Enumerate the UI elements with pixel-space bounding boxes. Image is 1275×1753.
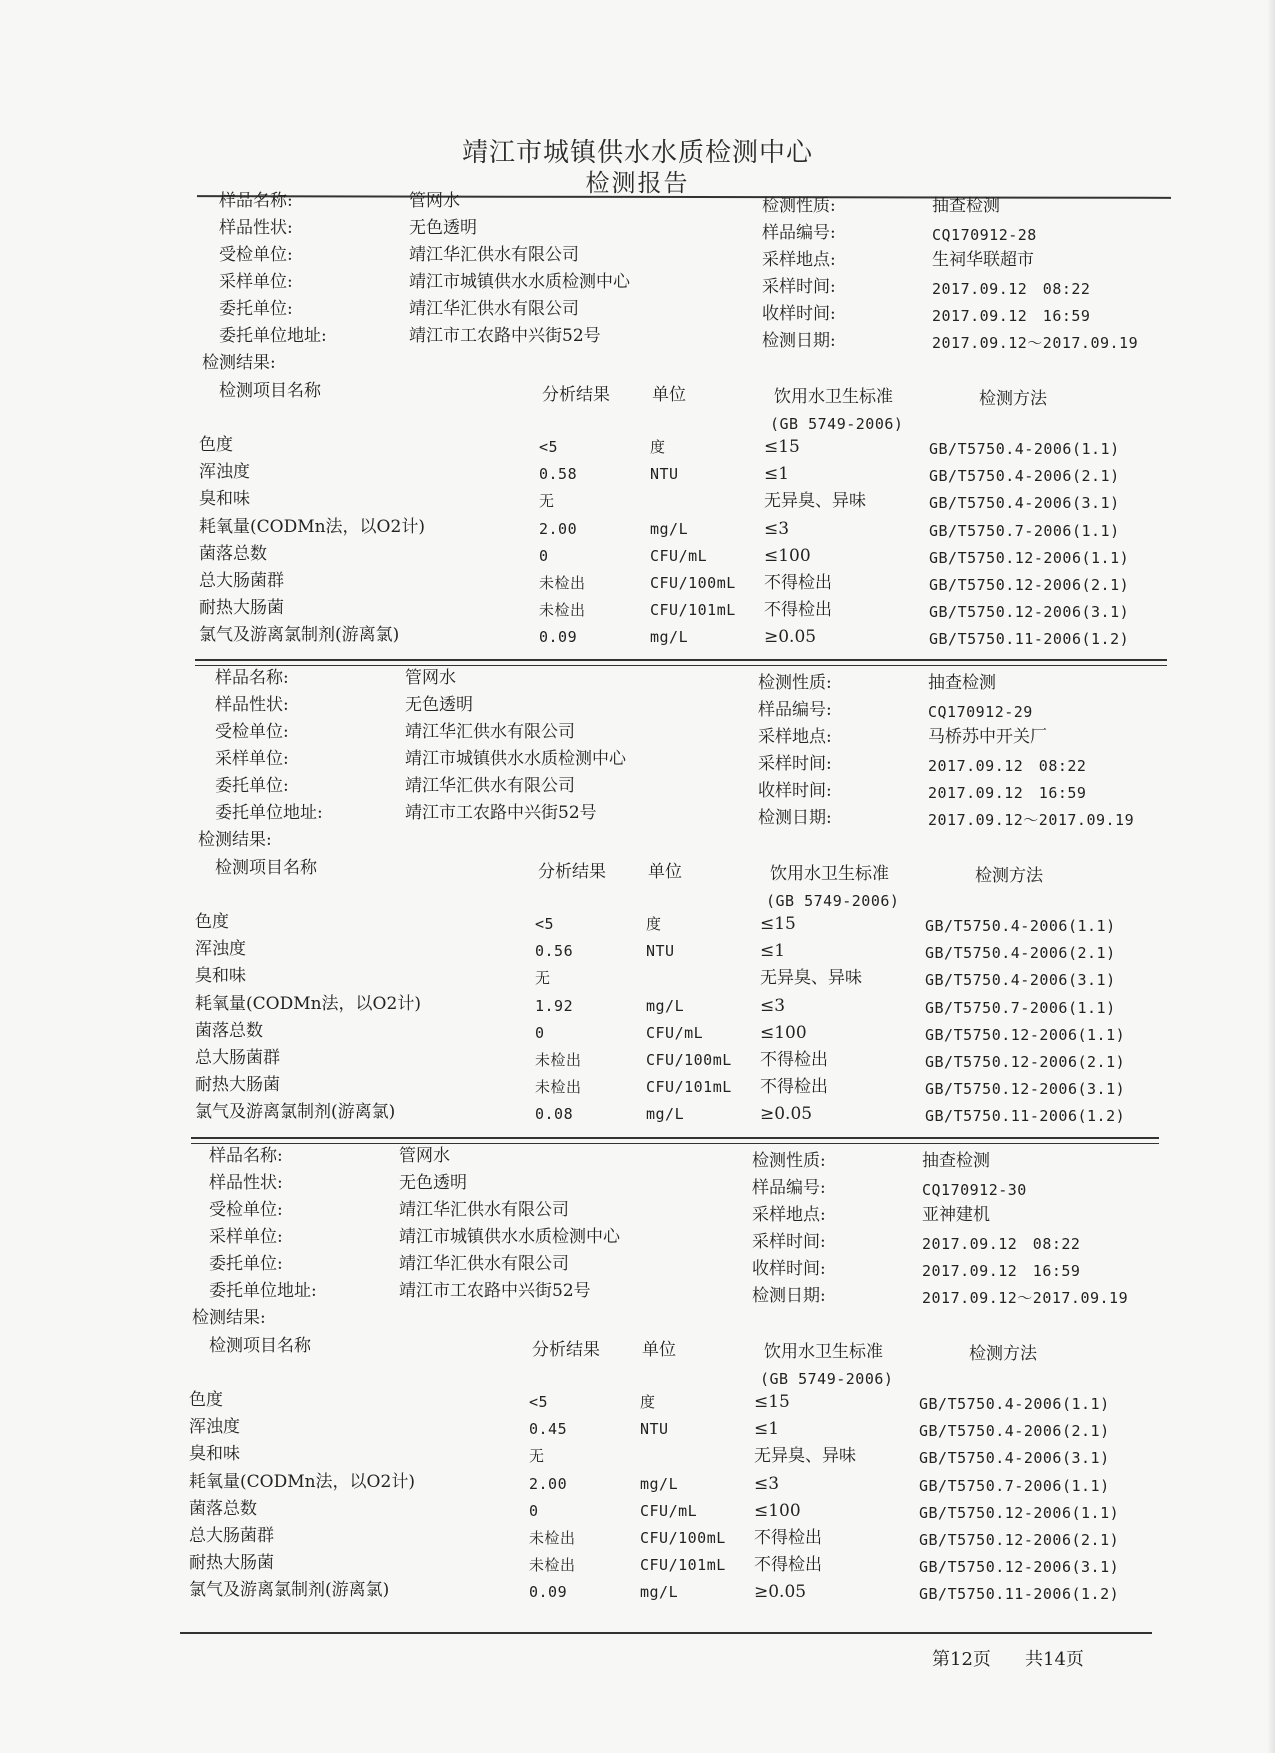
value-sampling-unit: 靖江市城镇供水水质检测中心 bbox=[399, 1227, 620, 1247]
result-method: GB/T5750.4-2006(2.1) bbox=[919, 1422, 1110, 1441]
results-heading: 检测结果: bbox=[192, 1308, 266, 1328]
value-client-unit: 靖江华汇供水有限公司 bbox=[409, 299, 579, 319]
label-sampling-unit: 采样单位: bbox=[209, 1227, 283, 1247]
result-item: 耐热大肠菌 bbox=[189, 1553, 274, 1574]
result-row bbox=[0, 1102, 1275, 1129]
value-receive-time: 2017.09.12 16:59 bbox=[932, 307, 1091, 325]
result-row bbox=[4, 544, 1275, 571]
label-sample-no: 样品编号: bbox=[762, 223, 836, 243]
result-method: GB/T5750.12-2006(2.1) bbox=[929, 576, 1130, 594]
result-method: GB/T5750.12-2006(1.1) bbox=[919, 1503, 1120, 1522]
result-standard: ≤15 bbox=[754, 1392, 790, 1412]
value-nature: 抽查检测 bbox=[932, 196, 1000, 216]
block-divider-thin bbox=[195, 665, 1167, 666]
result-method: GB/T5750.12-2006(3.1) bbox=[919, 1558, 1120, 1577]
result-value: 未检出 bbox=[539, 601, 586, 620]
result-method: GB/T5750.11-2006(1.2) bbox=[925, 1107, 1126, 1126]
label-receive-time: 收样时间: bbox=[752, 1259, 826, 1279]
label-inspected-unit: 受检单位: bbox=[209, 1200, 283, 1220]
value-sampling-time: 2017.09.12 08:22 bbox=[932, 280, 1091, 298]
col-unit-header: 单位 bbox=[648, 862, 682, 882]
result-row bbox=[0, 1390, 1269, 1417]
result-row bbox=[0, 1526, 1269, 1553]
col-unit-header: 单位 bbox=[642, 1340, 676, 1360]
col-result-header: 分析结果 bbox=[542, 385, 610, 405]
result-value: 2.00 bbox=[539, 519, 578, 538]
value-test-date: 2017.09.12～2017.09.19 bbox=[928, 811, 1135, 829]
result-value: 0.09 bbox=[529, 1583, 568, 1602]
result-value: 0 bbox=[539, 546, 549, 565]
value-sampling-time: 2017.09.12 08:22 bbox=[922, 1235, 1081, 1253]
result-unit: mg/L bbox=[646, 996, 685, 1015]
result-unit: NTU bbox=[646, 942, 675, 961]
value-inspected-unit: 靖江华汇供水有限公司 bbox=[405, 722, 575, 742]
result-value: 0.56 bbox=[535, 942, 574, 961]
label-client-address: 委托单位地址: bbox=[215, 803, 323, 823]
value-client-address: 靖江市工农路中兴街52号 bbox=[399, 1281, 591, 1301]
value-sample-no: CQ170912-28 bbox=[932, 226, 1037, 244]
result-unit: NTU bbox=[650, 465, 679, 484]
result-method: GB/T5750.12-2006(3.1) bbox=[925, 1080, 1126, 1099]
result-method: GB/T5750.7-2006(1.1) bbox=[925, 998, 1116, 1017]
result-row bbox=[0, 1472, 1269, 1499]
result-standard: 不得检出 bbox=[764, 573, 832, 593]
label-sampling-time: 采样时间: bbox=[758, 754, 832, 774]
result-unit: 度 bbox=[640, 1393, 656, 1411]
value-test-date: 2017.09.12～2017.09.19 bbox=[932, 334, 1139, 352]
result-standard: 不得检出 bbox=[760, 1050, 828, 1070]
sample-block-2 bbox=[0, 668, 1275, 1126]
col-standard-ref: (GB 5749-2006) bbox=[760, 1370, 894, 1388]
col-standard-header: 饮用水卫生标准 bbox=[770, 864, 889, 884]
result-item: 总大肠菌群 bbox=[195, 1048, 280, 1068]
scan-edge bbox=[1267, 0, 1275, 1753]
value-location: 生祠华联超市 bbox=[932, 250, 1034, 270]
result-value: 0.09 bbox=[539, 628, 578, 647]
result-method: GB/T5750.4-2006(3.1) bbox=[929, 494, 1120, 513]
col-standard-header: 饮用水卫生标准 bbox=[764, 1342, 883, 1362]
result-value: 未检出 bbox=[535, 1078, 582, 1097]
result-unit: CFU/101mL bbox=[640, 1556, 726, 1575]
value-sample-name: 管网水 bbox=[399, 1146, 450, 1166]
result-item: 菌落总数 bbox=[189, 1498, 257, 1519]
result-unit: 度 bbox=[650, 438, 666, 456]
label-inspected-unit: 受检单位: bbox=[215, 722, 289, 742]
value-sampling-time: 2017.09.12 08:22 bbox=[928, 757, 1087, 775]
result-method: GB/T5750.7-2006(1.1) bbox=[929, 521, 1120, 540]
result-unit: NTU bbox=[640, 1420, 669, 1439]
col-standard-ref: (GB 5749-2006) bbox=[770, 415, 904, 433]
result-unit: CFU/100mL bbox=[650, 574, 736, 592]
result-row bbox=[0, 1499, 1269, 1526]
value-sample-state: 无色透明 bbox=[399, 1173, 467, 1193]
result-standard: ≤1 bbox=[754, 1419, 780, 1440]
result-row bbox=[4, 625, 1275, 652]
result-item: 臭和味 bbox=[195, 966, 246, 987]
result-method: GB/T5750.4-2006(1.1) bbox=[925, 917, 1116, 935]
result-item: 臭和味 bbox=[199, 489, 250, 510]
value-client-address: 靖江市工农路中兴街52号 bbox=[405, 803, 597, 823]
value-receive-time: 2017.09.12 16:59 bbox=[922, 1262, 1081, 1280]
value-nature: 抽查检测 bbox=[928, 673, 996, 693]
result-item: 氯气及游离氯制剂(游离氯) bbox=[199, 625, 400, 646]
result-row bbox=[0, 1048, 1275, 1075]
result-standard: ≤3 bbox=[754, 1473, 780, 1494]
value-test-date: 2017.09.12～2017.09.19 bbox=[922, 1289, 1129, 1307]
result-item: 氯气及游离氯制剂(游离氯) bbox=[195, 1102, 396, 1123]
result-row bbox=[4, 435, 1275, 462]
result-value: 无 bbox=[535, 969, 551, 988]
result-item: 浑浊度 bbox=[199, 462, 250, 483]
result-value: 未检出 bbox=[535, 1051, 582, 1069]
result-value: <5 bbox=[535, 915, 555, 933]
label-inspected-unit: 受检单位: bbox=[219, 245, 293, 265]
result-row bbox=[4, 517, 1275, 544]
value-sample-state: 无色透明 bbox=[409, 218, 477, 238]
result-unit: mg/L bbox=[650, 519, 689, 538]
result-method: GB/T5750.4-2006(2.1) bbox=[925, 944, 1116, 963]
result-method: GB/T5750.12-2006(2.1) bbox=[919, 1531, 1120, 1549]
label-test-date: 检测日期: bbox=[762, 331, 836, 351]
col-item-header: 检测项目名称 bbox=[209, 1336, 311, 1356]
label-sample-name: 样品名称: bbox=[215, 668, 289, 688]
result-item: 总大肠菌群 bbox=[199, 571, 284, 591]
result-item: 色度 bbox=[195, 912, 229, 932]
result-value: 1.92 bbox=[535, 996, 574, 1015]
result-standard: ≤1 bbox=[764, 464, 790, 485]
result-unit: CFU/101mL bbox=[646, 1078, 732, 1097]
report-title: 检测报告 bbox=[585, 169, 690, 197]
col-item-header: 检测项目名称 bbox=[215, 858, 317, 878]
label-client-address: 委托单位地址: bbox=[209, 1281, 317, 1301]
col-item-header: 检测项目名称 bbox=[219, 381, 321, 401]
result-standard: ≥0.05 bbox=[760, 1104, 813, 1125]
result-method: GB/T5750.12-2006(1.1) bbox=[929, 548, 1130, 567]
sample-block-3 bbox=[0, 1146, 1269, 1604]
result-item: 菌落总数 bbox=[195, 1020, 263, 1041]
result-standard: ≤100 bbox=[764, 545, 811, 566]
result-method: GB/T5750.7-2006(1.1) bbox=[919, 1476, 1110, 1495]
label-sample-state: 样品性状: bbox=[215, 695, 289, 715]
label-sample-name: 样品名称: bbox=[219, 191, 293, 211]
value-sample-no: CQ170912-30 bbox=[922, 1181, 1027, 1199]
result-row bbox=[0, 939, 1275, 966]
result-row bbox=[0, 1580, 1269, 1607]
label-sampling-unit: 采样单位: bbox=[215, 749, 289, 769]
results-heading: 检测结果: bbox=[202, 353, 276, 373]
col-result-header: 分析结果 bbox=[532, 1340, 600, 1360]
result-item: 浑浊度 bbox=[195, 939, 246, 960]
result-value: 未检出 bbox=[529, 1529, 576, 1547]
result-unit: CFU/100mL bbox=[646, 1051, 732, 1069]
result-value: 0.58 bbox=[539, 465, 578, 484]
result-unit: CFU/mL bbox=[646, 1023, 704, 1042]
result-row bbox=[0, 1417, 1269, 1444]
label-sample-state: 样品性状: bbox=[219, 218, 293, 238]
result-value: 未检出 bbox=[529, 1556, 576, 1575]
label-sample-state: 样品性状: bbox=[209, 1173, 283, 1193]
label-sampling-time: 采样时间: bbox=[752, 1232, 826, 1252]
label-sampling-unit: 采样单位: bbox=[219, 272, 293, 292]
col-standard-ref: (GB 5749-2006) bbox=[766, 892, 900, 910]
result-value: 未检出 bbox=[539, 574, 586, 592]
result-value: 2.00 bbox=[529, 1474, 568, 1493]
value-sample-no: CQ170912-29 bbox=[928, 703, 1033, 721]
label-client-unit: 委托单位: bbox=[215, 776, 289, 796]
result-item: 耗氧量(CODMn法，以O2计) bbox=[189, 1471, 415, 1492]
result-unit: mg/L bbox=[640, 1583, 679, 1602]
org-title: 靖江市城镇供水水质检测中心 bbox=[461, 138, 813, 168]
results-heading: 检测结果: bbox=[198, 830, 272, 850]
result-standard: ≤100 bbox=[754, 1500, 801, 1521]
label-location: 采样地点: bbox=[762, 250, 836, 270]
result-row bbox=[0, 966, 1275, 993]
result-item: 氯气及游离氯制剂(游离氯) bbox=[189, 1580, 390, 1601]
label-sampling-time: 采样时间: bbox=[762, 277, 836, 297]
result-row bbox=[0, 1021, 1275, 1048]
result-item: 耗氧量(CODMn法，以O2计) bbox=[199, 516, 425, 537]
value-location: 马桥苏中开关厂 bbox=[928, 727, 1047, 747]
col-method-header: 检测方法 bbox=[975, 866, 1043, 886]
value-client-address: 靖江市工农路中兴街52号 bbox=[409, 326, 601, 346]
result-standard: 不得检出 bbox=[760, 1077, 828, 1098]
result-standard: ≥0.05 bbox=[754, 1582, 807, 1603]
result-method: GB/T5750.12-2006(3.1) bbox=[929, 603, 1130, 622]
result-standard: 无异臭、异味 bbox=[764, 491, 866, 512]
value-client-unit: 靖江华汇供水有限公司 bbox=[405, 776, 575, 796]
result-unit: CFU/101mL bbox=[650, 601, 736, 620]
value-sampling-unit: 靖江市城镇供水水质检测中心 bbox=[405, 749, 626, 769]
col-standard-header: 饮用水卫生标准 bbox=[774, 387, 893, 407]
col-method-header: 检测方法 bbox=[979, 389, 1047, 409]
result-item: 总大肠菌群 bbox=[189, 1526, 274, 1546]
result-unit: mg/L bbox=[650, 628, 689, 647]
label-test-date: 检测日期: bbox=[752, 1286, 826, 1306]
result-unit: mg/L bbox=[646, 1105, 685, 1124]
result-method: GB/T5750.4-2006(2.1) bbox=[929, 467, 1120, 486]
result-item: 浑浊度 bbox=[189, 1417, 240, 1438]
result-unit: CFU/100mL bbox=[640, 1529, 726, 1547]
result-method: GB/T5750.11-2006(1.2) bbox=[919, 1585, 1120, 1604]
value-sampling-unit: 靖江市城镇供水水质检测中心 bbox=[409, 272, 630, 292]
value-location: 亚神建机 bbox=[922, 1205, 990, 1225]
result-value: 无 bbox=[539, 492, 555, 511]
value-sample-name: 管网水 bbox=[409, 191, 460, 211]
result-item: 耐热大肠菌 bbox=[199, 598, 284, 619]
result-item: 菌落总数 bbox=[199, 543, 267, 564]
label-sample-name: 样品名称: bbox=[209, 1146, 283, 1166]
value-receive-time: 2017.09.12 16:59 bbox=[928, 784, 1087, 802]
value-sample-name: 管网水 bbox=[405, 668, 456, 688]
result-value: 无 bbox=[529, 1447, 545, 1466]
result-standard: ≤15 bbox=[764, 437, 800, 457]
label-client-address: 委托单位地址: bbox=[219, 326, 327, 346]
result-standard: 不得检出 bbox=[764, 600, 832, 621]
result-value: <5 bbox=[529, 1393, 549, 1411]
label-nature: 检测性质: bbox=[758, 673, 832, 693]
result-row bbox=[0, 912, 1275, 939]
label-location: 采样地点: bbox=[752, 1205, 826, 1225]
result-item: 耐热大肠菌 bbox=[195, 1075, 280, 1096]
result-standard: ≤3 bbox=[764, 518, 790, 539]
result-method: GB/T5750.4-2006(3.1) bbox=[925, 971, 1116, 990]
result-standard: ≤3 bbox=[760, 995, 786, 1016]
result-item: 色度 bbox=[199, 435, 233, 455]
result-row bbox=[4, 462, 1275, 489]
label-client-unit: 委托单位: bbox=[209, 1254, 283, 1274]
result-standard: 无异臭、异味 bbox=[754, 1446, 856, 1467]
value-sample-state: 无色透明 bbox=[405, 695, 473, 715]
result-standard: ≤100 bbox=[760, 1022, 807, 1043]
label-receive-time: 收样时间: bbox=[758, 781, 832, 801]
result-standard: 不得检出 bbox=[754, 1528, 822, 1548]
result-method: GB/T5750.12-2006(1.1) bbox=[925, 1025, 1126, 1044]
label-nature: 检测性质: bbox=[762, 196, 836, 216]
result-method: GB/T5750.4-2006(1.1) bbox=[929, 440, 1120, 458]
label-sample-no: 样品编号: bbox=[752, 1178, 826, 1198]
label-nature: 检测性质: bbox=[752, 1151, 826, 1171]
bottom-divider bbox=[180, 1632, 1152, 1634]
result-method: GB/T5750.4-2006(1.1) bbox=[919, 1395, 1110, 1413]
page-total: 共14页 bbox=[1025, 1649, 1084, 1670]
result-row bbox=[4, 571, 1275, 598]
value-inspected-unit: 靖江华汇供水有限公司 bbox=[399, 1200, 569, 1220]
col-result-header: 分析结果 bbox=[538, 862, 606, 882]
result-value: <5 bbox=[539, 438, 559, 456]
col-unit-header: 单位 bbox=[652, 385, 686, 405]
result-row bbox=[0, 1444, 1269, 1471]
result-row bbox=[0, 994, 1275, 1021]
result-value: 0 bbox=[535, 1023, 545, 1042]
result-row bbox=[4, 489, 1275, 516]
result-row bbox=[0, 1075, 1275, 1102]
label-client-unit: 委托单位: bbox=[219, 299, 293, 319]
sample-block-1 bbox=[4, 191, 1275, 649]
value-client-unit: 靖江华汇供水有限公司 bbox=[399, 1254, 569, 1274]
col-method-header: 检测方法 bbox=[969, 1344, 1037, 1364]
label-location: 采样地点: bbox=[758, 727, 832, 747]
value-inspected-unit: 靖江华汇供水有限公司 bbox=[409, 245, 579, 265]
result-standard: 无异臭、异味 bbox=[760, 968, 862, 989]
block-divider-thin bbox=[191, 1143, 1159, 1144]
result-method: GB/T5750.11-2006(1.2) bbox=[929, 630, 1130, 649]
result-value: 0 bbox=[529, 1501, 539, 1520]
result-item: 耗氧量(CODMn法，以O2计) bbox=[195, 993, 421, 1014]
result-unit: CFU/mL bbox=[650, 546, 708, 565]
label-sample-no: 样品编号: bbox=[758, 700, 832, 720]
result-standard: ≥0.05 bbox=[764, 627, 817, 648]
result-item: 色度 bbox=[189, 1390, 223, 1410]
result-method: GB/T5750.12-2006(2.1) bbox=[925, 1053, 1126, 1071]
result-row bbox=[0, 1553, 1269, 1580]
result-unit: 度 bbox=[646, 915, 662, 933]
result-standard: 不得检出 bbox=[754, 1555, 822, 1576]
result-item: 臭和味 bbox=[189, 1444, 240, 1465]
result-row bbox=[4, 598, 1275, 625]
block-divider bbox=[195, 659, 1167, 661]
block-divider bbox=[191, 1137, 1159, 1139]
result-unit: mg/L bbox=[640, 1474, 679, 1493]
result-value: 0.08 bbox=[535, 1105, 574, 1124]
result-standard: ≤1 bbox=[760, 941, 786, 962]
result-unit: CFU/mL bbox=[640, 1501, 698, 1520]
result-standard: ≤15 bbox=[760, 914, 796, 934]
label-receive-time: 收样时间: bbox=[762, 304, 836, 324]
value-nature: 抽查检测 bbox=[922, 1151, 990, 1171]
result-method: GB/T5750.4-2006(3.1) bbox=[919, 1449, 1110, 1468]
page-number: 第12页 bbox=[932, 1649, 991, 1670]
result-value: 0.45 bbox=[529, 1420, 568, 1439]
label-test-date: 检测日期: bbox=[758, 808, 832, 828]
